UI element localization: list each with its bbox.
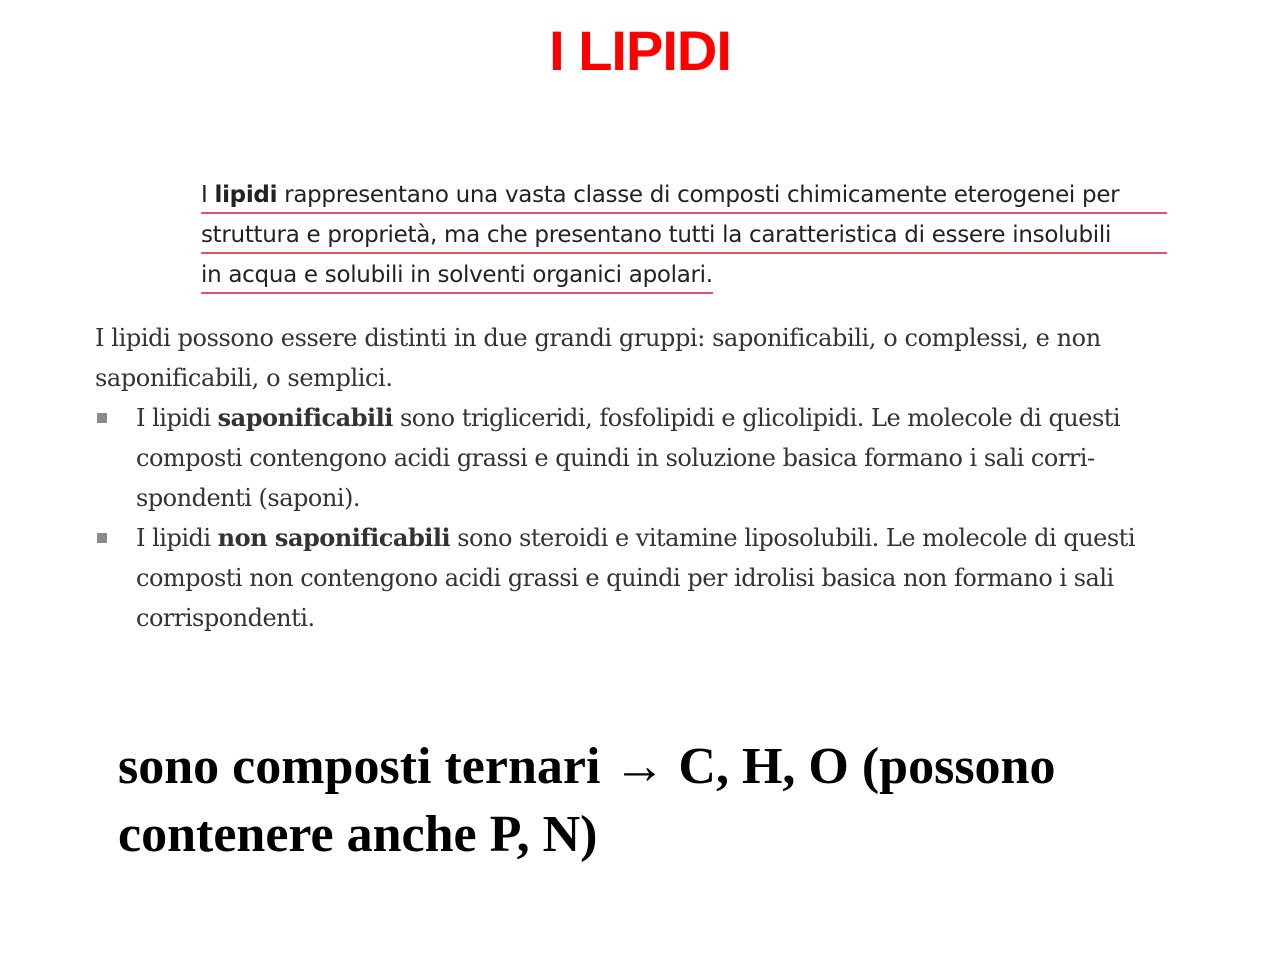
summary-statement: sono composti ternari → C, H, O (possono contenere anche P, N) bbox=[118, 738, 1056, 863]
intro-paragraph: I lipidi possono essere distinti in due grandi gruppi: saponificabili, o complessi, e non saponificabili, o semplici. bbox=[95, 324, 1101, 392]
square-bullet-icon bbox=[97, 533, 107, 543]
slide-title: I LIPIDI bbox=[549, 19, 731, 82]
definition-keyword: lipidi bbox=[214, 182, 278, 208]
definition-text-2: struttura e proprietà, ma che presentano tutti la caratteristica di essere insolubili bbox=[201, 218, 1167, 254]
bullet-keyword: saponificabili bbox=[217, 403, 393, 432]
bullet-text: sono steroidi e vitamine liposolubili. Le molecole di questi composti non contengono acidi grassi e quindi per idrolisi basica non formano i sali corrispondenti. bbox=[136, 524, 1135, 632]
square-bullet-icon bbox=[97, 413, 107, 423]
definition-line-3 bbox=[201, 256, 1173, 296]
bullet-prefix: I lipidi bbox=[136, 404, 218, 432]
list-item bbox=[95, 518, 1170, 638]
definition-line-1 bbox=[201, 176, 1173, 216]
bullet-keyword: non saponificabili bbox=[217, 523, 451, 552]
definition-line-2 bbox=[201, 216, 1173, 256]
definition-box bbox=[201, 176, 1173, 296]
definition-start: I bbox=[201, 182, 215, 208]
bullet-list bbox=[95, 398, 1170, 638]
definition-underline-1 bbox=[201, 178, 1167, 214]
definition-rest: rappresentano una vasta classe di composti chimicamente eterogenei per bbox=[277, 182, 1120, 208]
definition-text-3: in acqua e solubili in solventi organici apolari. bbox=[201, 258, 713, 294]
bullet-text: sono trigliceridi, fosfolipidi e glicolipidi. Le molecole di questi composti contengono acidi grassi e quindi in soluzione basica formano i sali corri-spondenti (saponi). bbox=[136, 404, 1121, 512]
list-item bbox=[95, 398, 1170, 518]
bullet-prefix: I lipidi bbox=[136, 524, 218, 552]
